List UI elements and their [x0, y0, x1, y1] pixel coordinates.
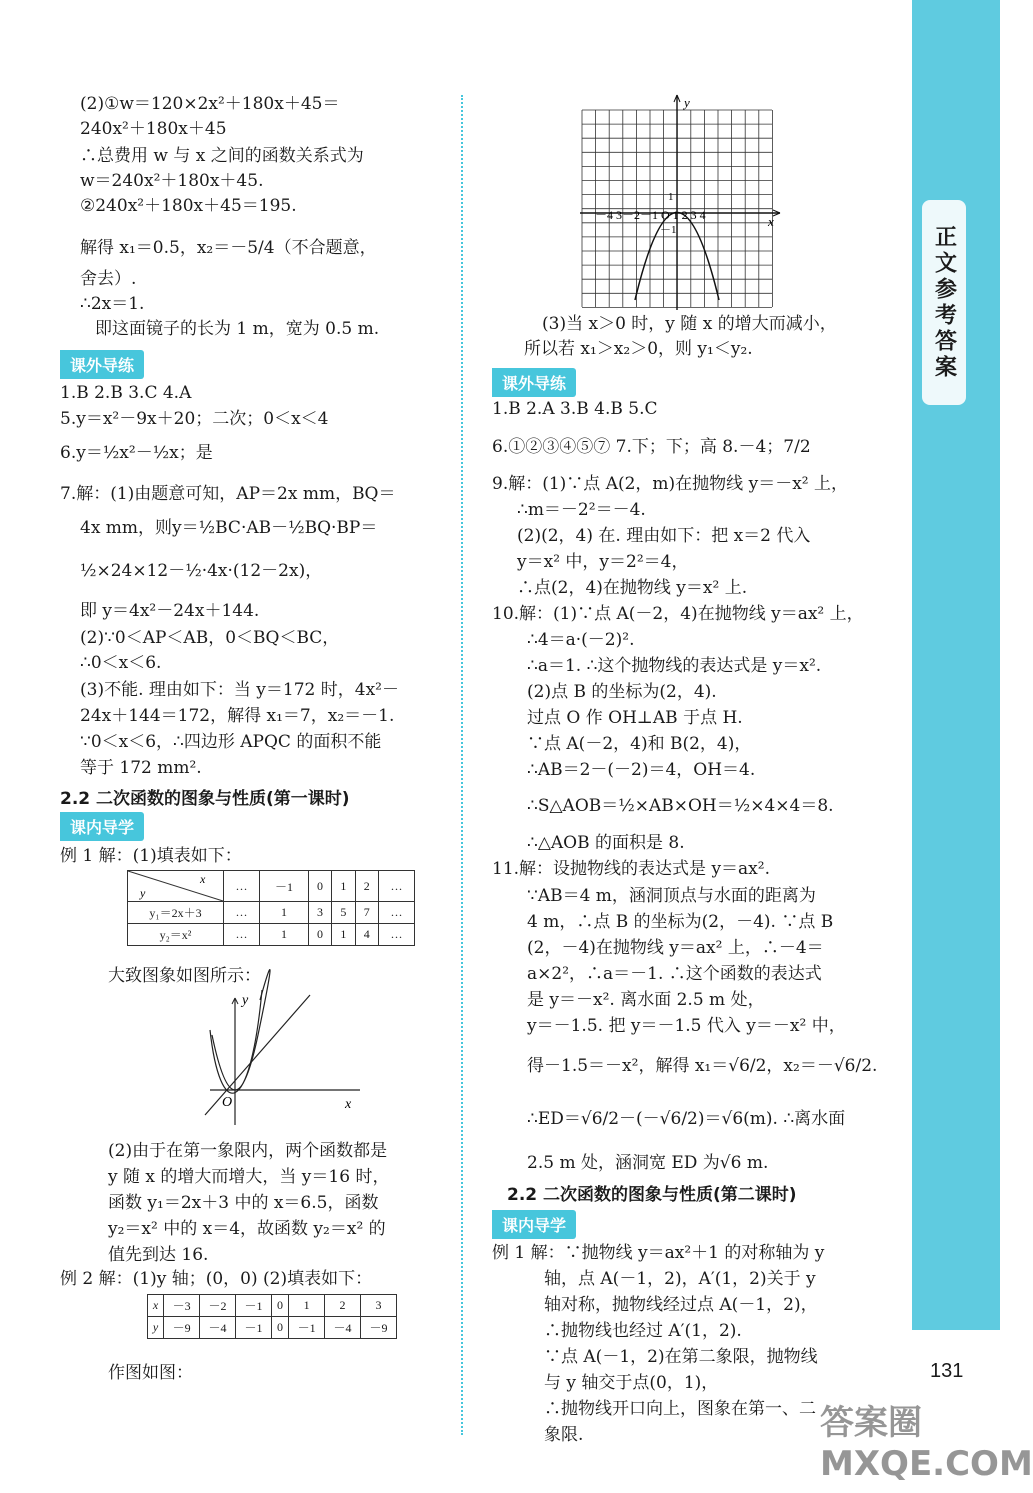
- graph-caption: 大致图象如图所示：: [108, 966, 261, 986]
- table-cell: 0: [271, 1317, 288, 1339]
- answer-line: ∴△AOB 的面积是 8.: [527, 833, 685, 853]
- answer-line: 4 m，∴点 B 的坐标为(2，－4). ∵点 B: [527, 912, 834, 932]
- grid-tick-labels: －4 3－2－1 O 1 2 3 4: [595, 208, 706, 222]
- example-line: ∴抛物线开口向上，图象在第一、二: [544, 1399, 816, 1419]
- table-cell: y₁＝2x＋3: [128, 902, 224, 924]
- answer-line: ½×24×12－½·4x·(12－2x)，: [80, 561, 323, 581]
- text-line: (2)由于在第一象限内，两个函数都是: [108, 1141, 388, 1161]
- answer-line: ∴点(2，4)在抛物线 y＝x² 上.: [517, 578, 748, 598]
- text-line: 解得 x₁＝0.5，x₂＝－5/4（不合题意，: [80, 238, 377, 258]
- table-cell: 1: [260, 924, 309, 946]
- header-y: y: [140, 886, 146, 900]
- example-line: 轴，点 A(－1，2)，A′(1，2)关于 y: [544, 1269, 816, 1289]
- text-line: 240x²＋180x＋45: [80, 119, 227, 139]
- answer-line: ∴4＝a·(－2)².: [527, 630, 635, 650]
- answer-line: a×2²，∴a＝－1. ∴这个函数的表达式: [527, 964, 822, 984]
- answer-line: (2)∵0＜AP＜AB，0＜BQ＜BC，: [80, 628, 340, 648]
- table-cell: 1: [332, 924, 355, 946]
- table-cell: －1: [260, 871, 309, 902]
- table-cell: y₂＝x²: [128, 924, 224, 946]
- table-cell: －4: [200, 1317, 236, 1339]
- answer-line: ∴AB＝2－(－2)＝4，OH＝4.: [527, 760, 756, 780]
- table-cell: 0: [308, 871, 331, 902]
- graph-origin: O: [222, 1095, 233, 1110]
- text-line: ∴2x＝1.: [80, 294, 145, 314]
- section-tag: 课外导练: [492, 368, 576, 397]
- value-table-1: [127, 870, 415, 946]
- table-header-diagonal: [128, 871, 224, 902]
- table-cell: 1: [332, 871, 355, 902]
- answer-line: (2，－4)在抛物线 y＝ax² 上，∴－4＝: [527, 938, 824, 958]
- table-cell: …: [224, 902, 260, 924]
- text-line: 作图如图：: [108, 1363, 193, 1383]
- example-line: 例 1 解：(1)填表如下：: [60, 846, 242, 866]
- text-line: ∴总费用 w 与 x 之间的函数关系式为: [80, 146, 364, 166]
- answer-line: (3)不能. 理由如下：当 y＝172 时，4x²－: [80, 680, 399, 700]
- answer-line: (2)点 B 的坐标为(2，4).: [527, 682, 717, 702]
- table-cell: 3: [360, 1295, 396, 1317]
- answer-line: 7.解：(1)由题意可知，AP＝2x mm，BQ＝: [60, 484, 396, 504]
- table-cell: －4: [325, 1317, 361, 1339]
- table-cell: －2: [200, 1295, 236, 1317]
- example-line: 例 2 解：(1)y 轴；(0，0) (2)填表如下：: [60, 1269, 373, 1289]
- text-line: ②240x²＋180x＋45＝195.: [80, 196, 297, 216]
- table-cell: …: [224, 871, 260, 902]
- section-tag: 课外导练: [60, 350, 144, 379]
- header-x: x: [200, 872, 206, 886]
- side-label-box: [922, 200, 966, 405]
- grid-label-one: 1: [668, 191, 674, 203]
- answer-line: y＝x² 中，y＝2²＝4，: [517, 552, 689, 572]
- column-divider: [461, 95, 463, 1435]
- answer-line: 4x mm，则y＝½BC·AB－½BQ·BP＝: [80, 518, 378, 538]
- text-line: y₂＝x² 中的 x＝4，故函数 y₂＝x² 的: [108, 1219, 386, 1239]
- table-cell: －1: [236, 1317, 272, 1339]
- grid-axis-y: y: [684, 95, 690, 110]
- text-line: w＝240x²＋180x＋45.: [80, 171, 264, 191]
- side-label: 正文参考答案: [931, 224, 957, 381]
- answer-line: y＝－1.5. 把 y＝－1.5 代入 y＝－x² 中，: [527, 1016, 846, 1036]
- coordinate-grid-graph: [580, 95, 780, 310]
- answer-line: 11.解：设抛物线的表达式是 y＝ax².: [492, 859, 770, 879]
- answer-line: ∵点 A(－2，4)和 B(2，4)，: [527, 734, 752, 754]
- answer-line: 是 y＝－x². 离水面 2.5 m 处，: [527, 990, 765, 1010]
- text-line: 值先到达 16.: [108, 1245, 209, 1265]
- table-cell: 3: [308, 902, 331, 924]
- example-line: ∵点 A(－1，2)在第二象限，抛物线: [544, 1347, 818, 1367]
- answer-line: ∴S△AOB＝½×AB×OH＝½×4×4＝8.: [527, 796, 834, 816]
- table-cell: 4: [355, 924, 378, 946]
- table-cell: 1: [289, 1295, 325, 1317]
- text-line: (3)当 x＞0 时，y 随 x 的增大而减小，: [542, 314, 837, 334]
- text-line: 即这面镜子的长为 1 m，宽为 0.5 m.: [95, 319, 380, 339]
- answer-line: ∵AB＝4 m，涵洞顶点与水面的距离为: [527, 886, 816, 906]
- answer-line: 过点 O 作 OH⊥AB 于点 H.: [527, 708, 743, 728]
- answer-line: 10.解：(1)∵点 A(－2，4)在抛物线 y＝ax² 上，: [492, 604, 864, 624]
- table-cell: …: [378, 902, 414, 924]
- table-cell: y: [148, 1317, 164, 1339]
- answer-line: 2.5 m 处，涵洞宽 ED 为√6 m.: [527, 1153, 769, 1173]
- table-cell: …: [378, 871, 414, 902]
- text-line: y 随 x 的增大而增大，当 y＝16 时，: [108, 1167, 390, 1187]
- table-cell: …: [224, 924, 260, 946]
- example-line: 与 y 轴交于点(0，1)，: [544, 1373, 719, 1393]
- table-cell: 1: [260, 902, 309, 924]
- table-cell: 2: [355, 871, 378, 902]
- table-cell: －9: [360, 1317, 396, 1339]
- text-line: 所以若 x₁＞x₂＞0，则 y₁＜y₂.: [524, 339, 753, 359]
- example-line: 例 1 解：∵抛物线 y＝ax²＋1 的对称轴为 y: [492, 1243, 825, 1263]
- table-cell: 0: [308, 924, 331, 946]
- grid-axis-x: x: [768, 214, 774, 229]
- section-heading: 2.2 二次函数的图象与性质(第一课时): [60, 789, 350, 809]
- table-cell: 7: [355, 902, 378, 924]
- table-cell: x: [148, 1295, 164, 1317]
- table-cell: 2: [325, 1295, 361, 1317]
- answer-line: ∴m＝－2²＝－4.: [517, 500, 646, 520]
- example-line: ∴抛物线也经过 A′(1，2).: [544, 1321, 742, 1341]
- table-cell: －3: [164, 1295, 200, 1317]
- example-line: 轴对称，抛物线经过点 A(－1，2)，: [544, 1295, 818, 1315]
- example-line: 象限.: [544, 1425, 584, 1445]
- section-tag: 课内导学: [492, 1210, 576, 1239]
- table-cell: 5: [332, 902, 355, 924]
- answer-line: ∴ED＝√6/2－(－√6/2)＝√6(m). ∴离水面: [527, 1109, 846, 1129]
- page-number: 131: [930, 1360, 964, 1382]
- table-cell: 0: [271, 1295, 288, 1317]
- answer-line: (2)(2，4) 在. 理由如下：把 x＝2 代入: [517, 526, 811, 546]
- section-heading: 2.2 二次函数的图象与性质(第二课时): [507, 1185, 797, 1205]
- value-table-2: [147, 1294, 397, 1339]
- answer-line: ∵0＜x＜6，∴四边形 APQC 的面积不能: [80, 732, 382, 752]
- answer-line: ∴0＜x＜6.: [80, 653, 162, 673]
- answer-line: 24x＋144＝172，解得 x₁＝7，x₂＝－1.: [80, 706, 395, 726]
- watermark: 答案圈 MXQE.COM: [820, 1403, 1033, 1484]
- text-line: 函数 y₁＝2x＋3 中的 x＝6.5，函数: [108, 1193, 379, 1213]
- table-cell: －1: [289, 1317, 325, 1339]
- section-tag: 课内导学: [60, 812, 144, 841]
- text-line: (2)①w＝120×2x²＋180x＋45＝: [80, 94, 340, 114]
- answer-line: 1.B 2.B 3.C 4.A: [60, 383, 192, 403]
- answer-line: 1.B 2.A 3.B 4.B 5.C: [492, 399, 658, 419]
- answer-line: 得－1.5＝－x²，解得 x₁＝√6/2，x₂＝－√6/2.: [527, 1056, 878, 1076]
- graph-axis-x: x: [345, 1097, 352, 1112]
- table-cell: －9: [164, 1317, 200, 1339]
- answer-line: 6.①②③④⑤⑦ 7.下；下；高 8.－4；7/2: [492, 437, 811, 457]
- answer-line: 9.解：(1)∵点 A(2，m)在抛物线 y＝－x² 上，: [492, 474, 848, 494]
- answer-line: ∴a＝1. ∴这个抛物线的表达式是 y＝x².: [527, 656, 822, 676]
- graph-axis-y: y: [242, 993, 249, 1008]
- graph-line-parabola: [200, 990, 370, 1130]
- answer-line: 5.y＝x²－9x＋20；二次；0＜x＜4: [60, 409, 329, 429]
- table-cell: …: [378, 924, 414, 946]
- text-line: 舍去）.: [80, 269, 137, 289]
- answer-line: 即 y＝4x²－24x＋144.: [80, 601, 260, 621]
- answer-line: 6.y＝½x²－½x；是: [60, 443, 213, 463]
- table-cell: －1: [236, 1295, 272, 1317]
- grid-label-neg-one: －1: [660, 224, 677, 236]
- answer-line: 等于 172 mm².: [80, 758, 202, 778]
